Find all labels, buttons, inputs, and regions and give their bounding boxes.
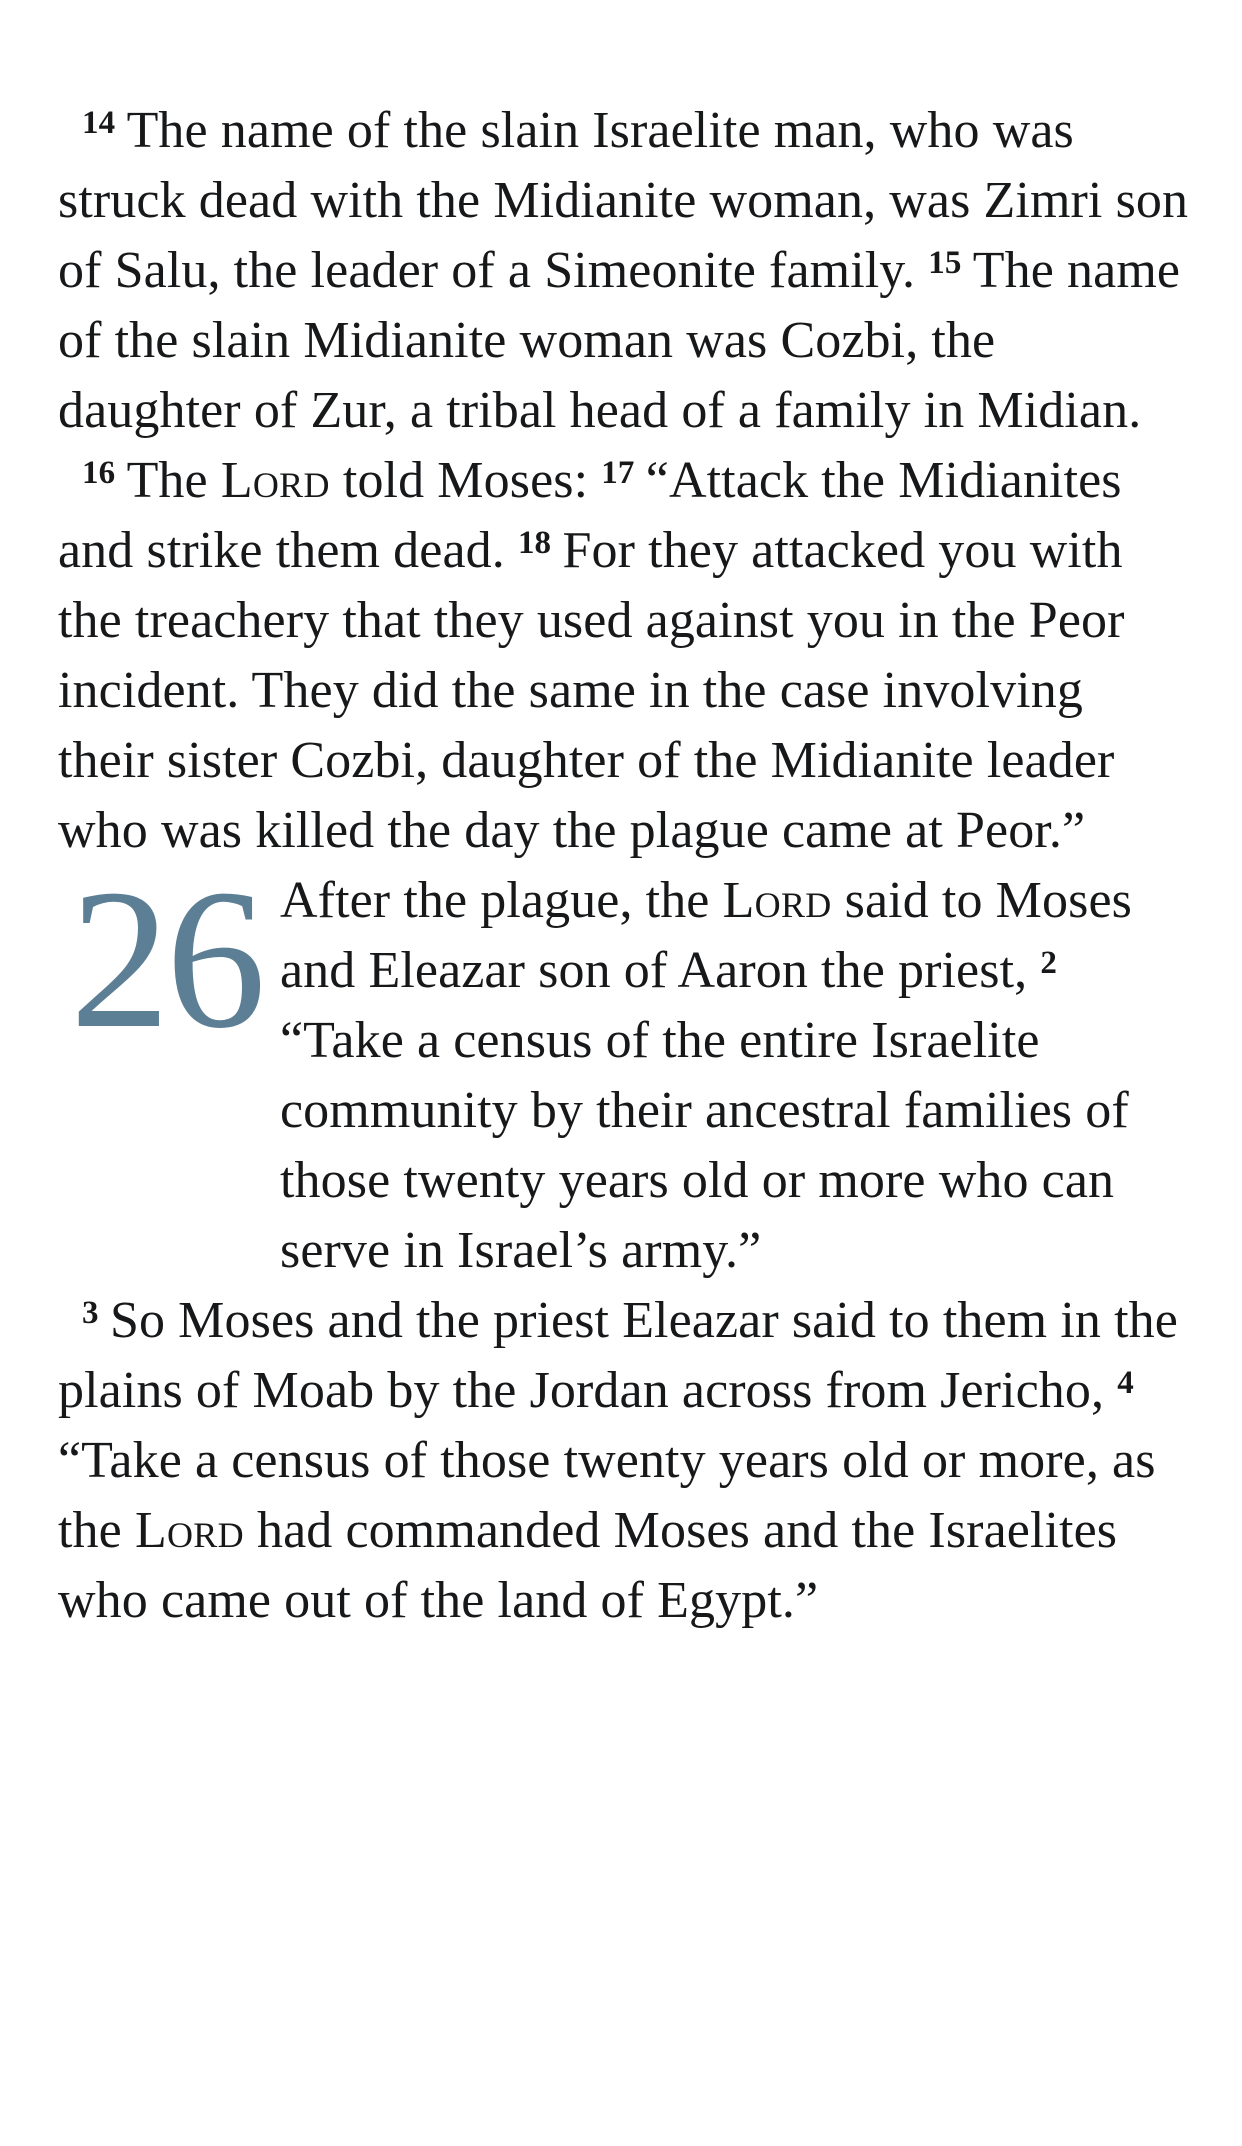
- paragraph-verse-3-4: $^3$ So Moses and the priest Eleazar said to them in the plains of Moab by the Jordan across from Jericho, $^4$ “Take a census of those twenty years old or more, as the Lord had commanded Moses and the Israelites who came out of the land of Egypt.”: [58, 1292, 1178, 1629]
- verse-number: 16: [82, 455, 124, 491]
- paragraph-verse-16-18: $^{16}$ The Lord told Moses: $^{17}$ “Attack the Midianites and strike them dead. $^{18}$ For they attacked you with the treachery that they used against you in the Peor incident. They did the same in the case involving their sister Cozbi, daughter of the Midianite leader who was killed the day the plague came at Peor.”: [58, 452, 1125, 859]
- verse-number: 15: [928, 245, 970, 281]
- verse-number: 3: [82, 1295, 107, 1331]
- chapter-number-dropcap: 26: [70, 849, 262, 1070]
- divine-name-smallcaps: Lord: [134, 1502, 244, 1559]
- verse-number: 14: [82, 105, 124, 141]
- verse-number: 17: [601, 455, 643, 491]
- verse-number: 4: [1117, 1365, 1134, 1401]
- scripture-text-body: [58, 96, 1190, 1636]
- verse-number: 18: [517, 525, 560, 561]
- paragraph-verse-14-15: $^{14}$ The name of the slain Israelite man, who was struck dead with the Midianite woman, was Zimri son of Salu, the leader of a Simeonite family. $^{15}$ The name of the slain Midianite woman was Cozbi, the daughter of Zur, a tribal head of a family in Midian.: [58, 102, 1189, 439]
- divine-name-smallcaps: Lord: [722, 872, 832, 929]
- divine-name-smallcaps: Lord: [220, 452, 330, 509]
- verse-number: 2: [1040, 945, 1057, 981]
- chapter-opening-text: After the plague, the Lord said to Moses and Eleazar son of Aaron the priest, $^2$ “Take a census of the entire Israelite community by their ancestral families of those twenty years old or more who can serve in Israel’s army.”: [280, 872, 1132, 1279]
- chapter-26-block: [58, 849, 1190, 1286]
